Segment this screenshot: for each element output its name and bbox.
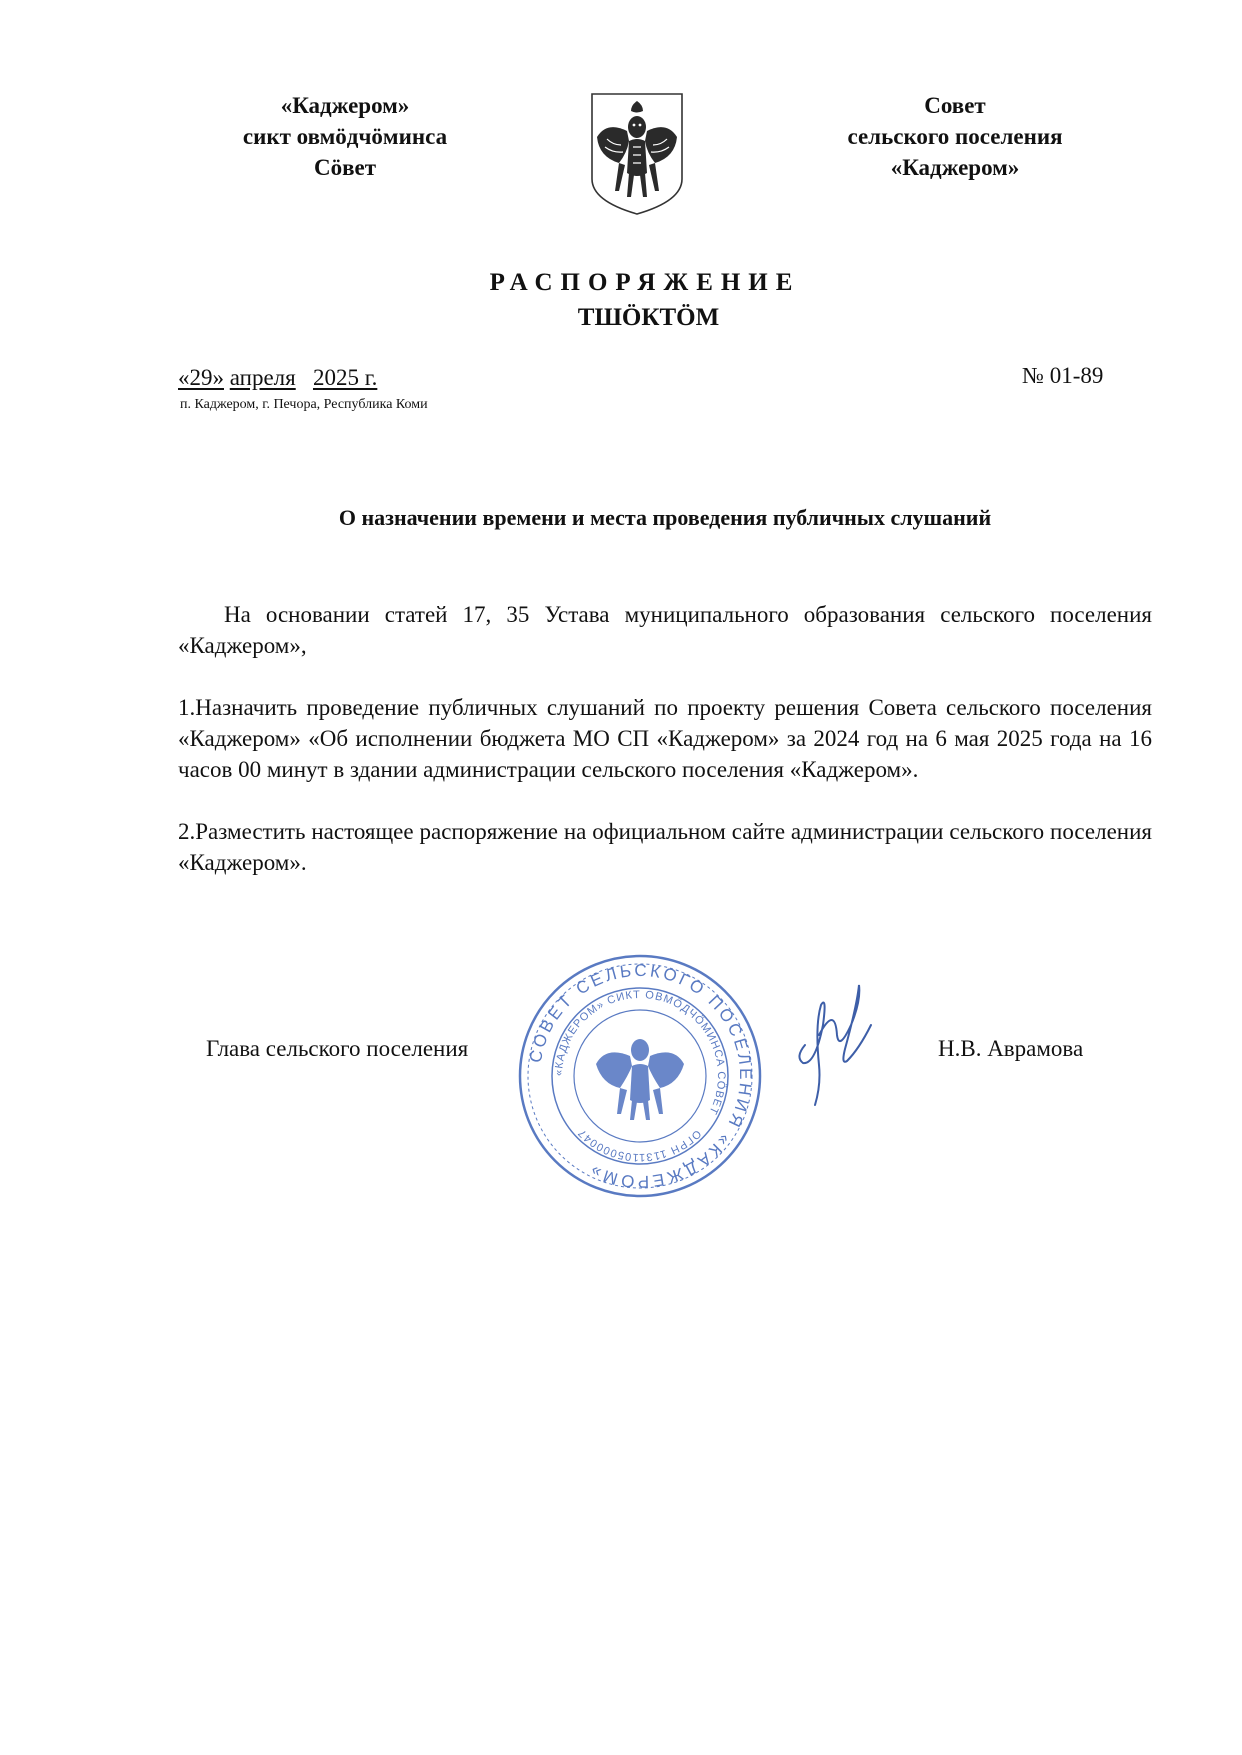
official-seal-stamp <box>514 950 766 1202</box>
paragraph-basis: На основании статей 17, 35 Устава муниципального образования сельского поселения «Каджером», <box>178 602 1152 658</box>
date-month: апреля <box>229 365 296 390</box>
seal-outer-text: СОВЕТ СЕЛЬСКОГО ПОСЕЛЕНИЯ «КАДЖЕРОМ» <box>525 960 756 1192</box>
paragraph-item-1: 1.Назначить проведение публичных слушаний по проекту решения Совета сельского поселения «Каджером» «Об исполнении бюджета МО СП «Каджером» за 2024 год на 6 мая 2025 года на 16 часов 00 минут в здании администрации сельского поселения «Каджером». <box>178 695 1152 782</box>
seal-bird-emblem-icon <box>596 1039 684 1120</box>
document-place: п. Каджером, г. Печора, Республика Коми <box>180 397 428 412</box>
header-left-komi <box>190 90 500 183</box>
date-year: 2025 г. <box>312 365 378 390</box>
header-right-line-2: сельского поселения <box>847 124 1063 149</box>
date-day: «29» <box>178 365 224 390</box>
signatory-name: Н.В. Аврамова <box>938 1036 1084 1061</box>
seal-ogrn-text: ОГРН 1131105000047 <box>575 1126 704 1164</box>
header-right-line-1: Совет <box>924 93 986 118</box>
document-subject: О назначении времени и места проведения публичных слушаний <box>338 505 992 530</box>
document-number: № 01-89 <box>1022 363 1104 388</box>
signatory-role: Глава сельского поселения <box>206 1036 469 1061</box>
header-left-line-3: Сӧвет <box>313 155 377 180</box>
paragraph-item-2: 2.Разместить настоящее распоряжение на официальном сайте администрации сельского поселения «Каджером». <box>178 819 1152 875</box>
komi-coat-of-arms-icon <box>589 91 685 217</box>
document-date <box>178 365 377 391</box>
svg-text:ОГРН 1131105000047 <box>576 1126 704 1163</box>
header-right-line-3: «Каджером» <box>890 155 1020 180</box>
handwritten-signature <box>775 965 885 1115</box>
seal-inner-text: «КАДЖЕРОМ» СИКТ ОВМӦДЧӦМИНСА СӦВЕТ <box>552 988 728 1117</box>
document-type-title: РАСПОРЯЖЕНИЕ <box>489 269 801 296</box>
document-type-title-komi: ТШӦКТӦМ <box>577 304 720 331</box>
header-left-line-1: «Каджером» <box>280 93 410 118</box>
header-right-russian <box>800 90 1110 183</box>
header-left-line-2: сикт овмӧдчӧминса <box>242 124 448 149</box>
